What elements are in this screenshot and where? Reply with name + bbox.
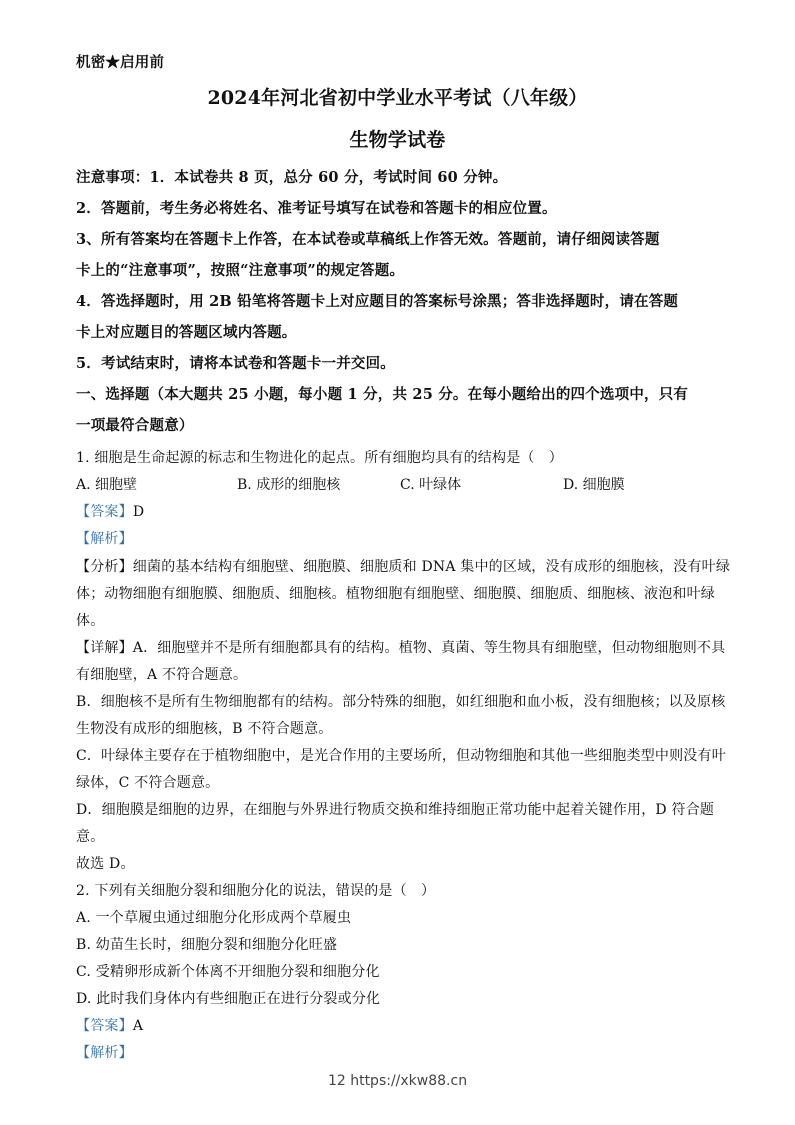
q2-answer <box>76 1016 726 1036</box>
q2-option-c: C. 受精卵形成新个体离不开细胞分裂和细胞分化 <box>76 964 380 980</box>
page-footer: 12 https://xkw88.cn <box>327 1073 468 1089</box>
confidential-mark: 机密★启用前 <box>76 54 165 71</box>
q1-option-a: A. 细胞壁 <box>76 477 138 493</box>
q1-detail-line: C．叶绿体主要存在于植物细胞中，是光合作用的主要场所，但动物细胞和其他一些细胞类型中则没有叶 <box>76 748 726 764</box>
q1-stem: 1. 细胞是生命起源的标志和生物进化的起点。所有细胞均具有的结构是（ ） <box>76 450 564 466</box>
q2-stem: 2. 下列有关细胞分裂和细胞分化的说法，错误的是（ ） <box>76 883 436 899</box>
q2-analysis-label: 【解析】 <box>76 1045 133 1061</box>
exam-subtitle: 生物学试卷 <box>349 129 446 151</box>
q1-option-c: C. 叶绿体 <box>400 477 462 493</box>
answer-value: A <box>132 1018 144 1034</box>
q2-option-b: B. 幼苗生长时，细胞分裂和细胞分化旺盛 <box>76 937 338 953</box>
notice-4: 4．答选择题时，用 2B 铅笔将答题卡上对应题目的答案标号涂黑；答非选择题时，请在答题 <box>76 293 679 310</box>
notice-4-cont: 卡上对应题目的答题区域内答题。 <box>76 324 297 341</box>
q1-answer <box>76 502 726 522</box>
answer-label: 【答案】 <box>76 504 133 520</box>
q1-option-b: B. 成形的细胞核 <box>237 477 341 493</box>
notice-3: 3、所有答案均在答题卡上作答，在本试卷或草稿纸上作答无效。答题前，请仔细阅读答题 <box>76 231 660 248</box>
q1-detail-line: 绿体，C 不符合题意。 <box>76 775 220 791</box>
q1-option-d: D. 细胞膜 <box>563 477 625 493</box>
q1-analysis-line: 体；动物细胞有细胞膜、细胞质、细胞核。植物细胞有细胞壁、细胞膜、细胞质、细胞核、液泡和叶绿 <box>76 586 715 602</box>
q1-analysis-line: 体。 <box>76 613 105 629</box>
answer-value: D <box>132 504 145 520</box>
notice-1: 注意事项：1．本试卷共 8 页，总分 60 分，考试时间 60 分钟。 <box>76 169 508 186</box>
q1-conclusion: 故选 D。 <box>76 856 135 872</box>
notice-3-cont: 卡上的“注意事项”，按照“注意事项”的规定答题。 <box>76 262 405 279</box>
q2-option-d: D. 此时我们身体内有些细胞正在进行分裂或分化 <box>76 991 381 1007</box>
section-heading-cont: 一项最符合题意） <box>76 417 194 434</box>
notice-5: 5．考试结束时，请将本试卷和答题卡一并交回。 <box>76 355 395 372</box>
q1-detail-line: 有细胞壁，A 不符合题意。 <box>76 667 248 683</box>
q2-option-a: A. 一个草履虫通过细胞分化形成两个草履虫 <box>76 910 352 926</box>
q1-detail-line: 意。 <box>76 829 105 845</box>
exam-title: 2024年河北省初中学业水平考试（八年级） <box>207 87 588 109</box>
q1-detail-line: D．细胞膜是细胞的边界，在细胞与外界进行物质交换和维持细胞正常功能中起着关键作用，D 符合题 <box>76 802 715 818</box>
q1-detail-line: B．细胞核不是所有生物细胞都有的结构。部分特殊的细胞，如红细胞和血小板，没有细胞核；以及原核 <box>76 694 726 710</box>
section-heading: 一、选择题（本大题共 25 小题，每小题 1 分，共 25 分。在每小题给出的四个选项中，只有 <box>76 386 689 403</box>
notice-2: 2．答题前，考生务必将姓名、准考证号填写在试卷和答题卡的相应位置。 <box>76 200 557 217</box>
q1-analysis-line: 【分析】细菌的基本结构有细胞壁、细胞膜、细胞质和 DNA 集中的区域，没有成形的细胞核，没有叶绿 <box>76 559 731 575</box>
q1-analysis-label: 【解析】 <box>76 531 133 547</box>
answer-label: 【答案】 <box>76 1018 133 1034</box>
q1-detail-line: 生物没有成形的细胞核，B 不符合题意。 <box>76 721 333 737</box>
q1-detail-line: 【详解】A．细胞壁并不是所有细胞都具有的结构。植物、真菌、等生物具有细胞壁，但动物细胞则不具 <box>76 640 726 656</box>
